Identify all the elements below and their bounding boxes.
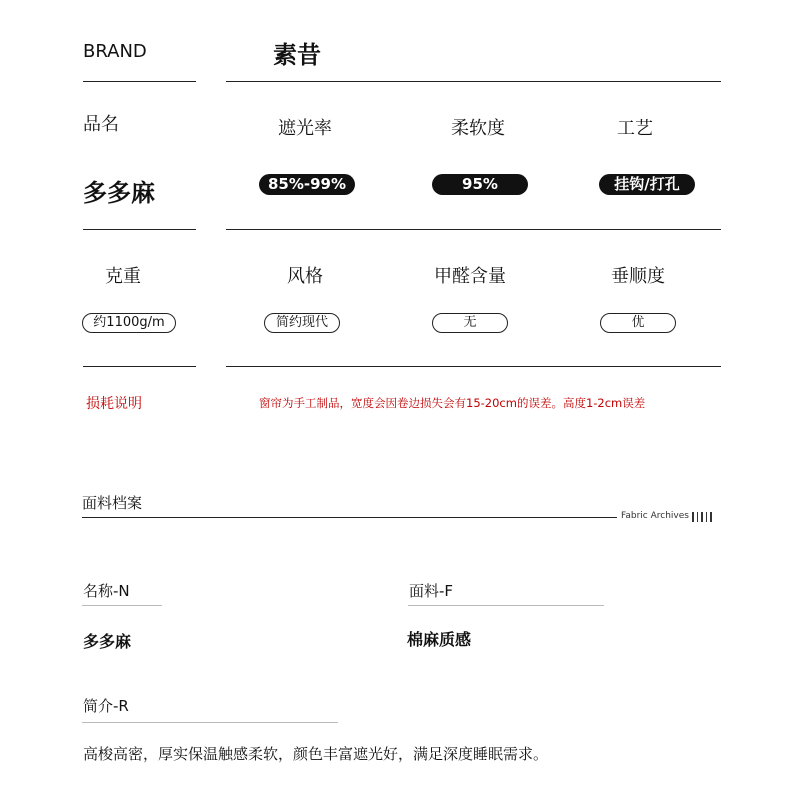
intro-value: 高梭高密，厚实保温触感柔软，颜色丰富遮光好，满足深度睡眠需求。	[83, 745, 549, 763]
intro-underline	[82, 722, 338, 723]
spec-label-formaldehyde: 甲醛含量	[434, 266, 506, 287]
divider	[226, 366, 721, 367]
divider	[83, 366, 196, 367]
name-label: 名称-N	[83, 582, 130, 600]
spec-label-drape: 垂顺度	[611, 266, 665, 287]
divider	[83, 229, 196, 230]
archive-title: 面料档案	[82, 494, 143, 512]
brand-value: 素昔	[273, 41, 321, 69]
brand-label: BRAND	[83, 41, 147, 62]
spec-label-softness: 柔软度	[451, 118, 505, 139]
spec-value-drape: 优	[600, 313, 676, 333]
fabric-label: 面料-F	[409, 582, 454, 600]
divider	[226, 229, 721, 230]
fabric-underline	[408, 605, 604, 606]
barcode-icon	[692, 512, 712, 522]
archive-divider	[82, 517, 617, 518]
spec-value-softness: 95%	[432, 174, 528, 195]
spec-value-weight: 约1100g/m	[82, 313, 176, 333]
divider	[226, 81, 721, 82]
spec-label-weight: 克重	[105, 266, 141, 287]
spec-label-craft: 工艺	[617, 118, 653, 139]
spec-value-craft: 挂钩/打孔	[599, 174, 695, 195]
spec-label-shading: 遮光率	[278, 118, 332, 139]
product-value: 多多麻	[83, 179, 155, 207]
product-label: 品名	[83, 114, 119, 135]
loss-note-label: 损耗说明	[86, 396, 142, 412]
loss-note-text: 窗帘为手工制品，宽度会因卷边损失会有15-20cm的误差。高度1-2cm误差	[259, 396, 646, 410]
fabric-value: 棉麻质感	[407, 630, 472, 649]
name-underline	[82, 605, 162, 606]
name-value: 多多麻	[83, 632, 132, 651]
intro-label: 简介-R	[83, 697, 129, 715]
spec-value-formaldehyde: 无	[432, 313, 508, 333]
spec-value-style: 简约现代	[264, 313, 340, 333]
archive-subtitle: Fabric Archives	[621, 511, 689, 521]
spec-value-shading: 85%-99%	[259, 174, 355, 195]
divider	[83, 81, 196, 82]
spec-label-style: 风格	[287, 266, 323, 287]
